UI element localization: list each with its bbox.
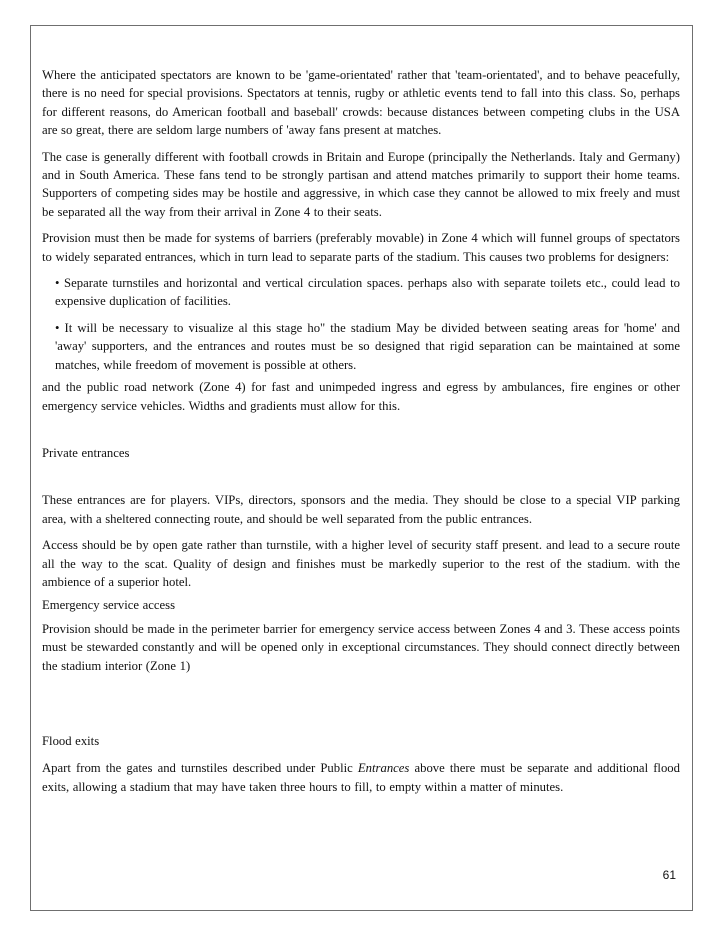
paragraph-private-entrances: These entrances are for players. VIPs, directors, sponsors and the media. They should be close to a special VIP parking area, with a sheltered connecting route, and should be well separated from the public entrances. (42, 493, 680, 526)
bullet-separate-turnstiles: • Separate turnstiles and horizontal and vertical circulation spaces. perhaps also with separate toilets etc., could lead to expensive duplication of facilities. (55, 276, 680, 309)
heading-emergency-service-access: Emergency service access (42, 598, 176, 613)
bullet-seating-separation: • It will be necessary to visualize al this stage ho" the stadium May be divided between seating areas for 'home' and 'away' supporters, and the entrances and routes must be so designed that rigid separation can be maintained at some matches, while freedom of movement is possible at others. (55, 320, 680, 372)
heading-private-entrances: Private entrances (42, 445, 130, 460)
paragraph-flood-exits (42, 759, 680, 796)
paragraph-emergency-access: Provision should be made in the perimeter barrier for emergency service access between Zones 4 and 3. These access points must be stewarded constantly and will be opened only in exceptional circumstances. They should connect directly between the stadium interior (Zone 1) (42, 621, 680, 673)
paragraph-football-crowds: The case is generally different with football crowds in Britain and Europe (principally the Netherlands. Italy and Germany) and in South America. These fans tend to be strongly partisan and attend matches primarily to support their home teams. Supporters of competing sides may be hostile and aggressive, in which case they cannot be allowed to mix freely and must be separated all the way from their arrival in Zone 4 to their seats. (42, 149, 680, 219)
page-number: 61 (662, 868, 676, 882)
flood-text-end: above there must be separate and additional flood exits, allowing a stadium that may have taken three hours to fill, to empty within a matter of minutes. (42, 761, 680, 794)
paragraph-road-network: and the public road network (Zone 4) for fast and unimpeded ingress and egress by ambulances, fire engines or other emergency service vehicles. Widths and gradients must allow for this. (42, 380, 680, 413)
paragraph-barrier-provision: Provision must then be made for systems of barriers (preferably movable) in Zone 4 which will funnel groups of spectators to widely separated entrances, which in turn lead to separate parts of the stadium. This causes two problems for designers: (42, 231, 680, 264)
paragraph-game-orientated: Where the anticipated spectators are known to be 'game-orientated' rather that 'team-orientated', and to behave peacefully, there is no need for special provisions. Spectators at tennis, rugby or athletic events tend to fall into this class. So, perhaps for different reasons, do American football and baseball' crowds: because distances between competing clubs in the USA are so great, there are seldom large numbers of 'away fans present at matches. (42, 68, 680, 138)
paragraph-access-gate: Access should be by open gate rather than turnstile, with a higher level of security staff present. and lead to a secure route all the way to the scat. Quality of design and finishes must be markedly superior to the rest of the stadium. with the ambience of a superior hotel. (42, 538, 680, 589)
heading-flood-exits: Flood exits (42, 733, 100, 748)
flood-text-entrances-italic: Entrances (357, 761, 410, 776)
flood-text-start: Apart from the gates and turnstiles described under Public (42, 761, 358, 776)
page-content (42, 66, 680, 796)
